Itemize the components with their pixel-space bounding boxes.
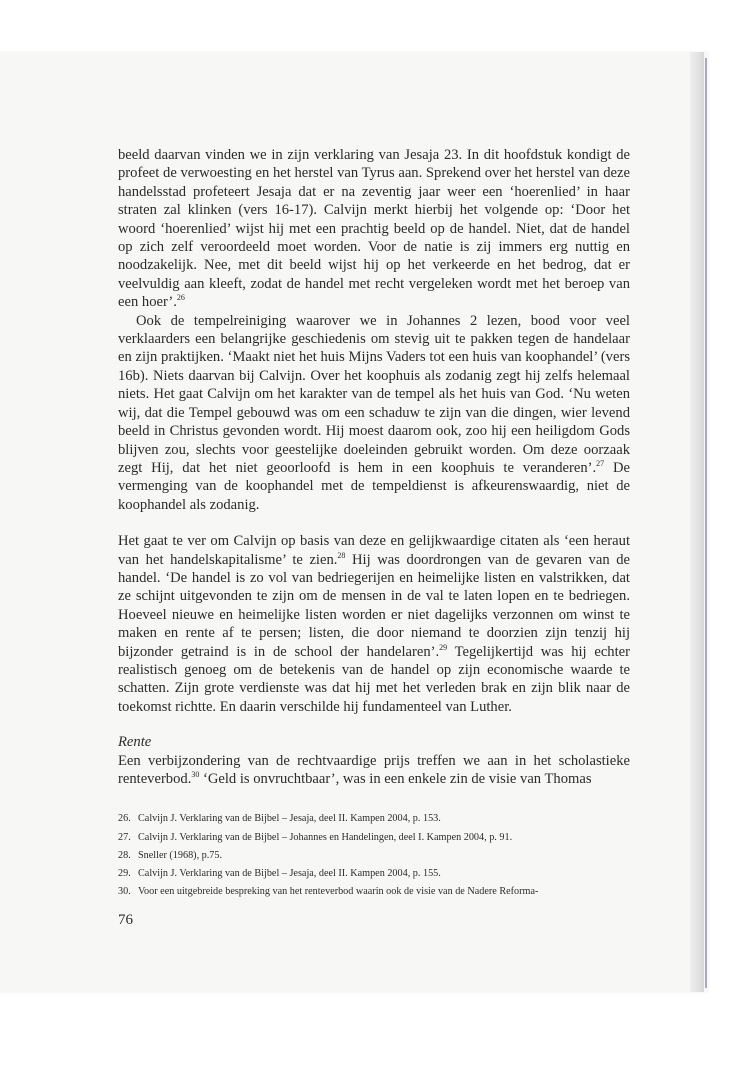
paragraph-text: Ook de tempelreiniging waarover we in Johannes 2 lezen, bood voor veel verklaarders een belangrijke geschiedenis om stevig uit te pakken tegen de handelaar en zijn praktijken. ‘Maakt niet het huis Mijns Vaders tot een huis van koophandel’ (vers 16b). Niets daarvan bij Calvijn. Over het koophuis als zodanig zegt hij zelfs helemaal niets. Het gaat Calvijn om het karakter van de tempel als het huis van God. ‘Nu weten wij, dat die Tempel gebouwd was om een schaduw te zijn van die dingen, wier levend beeld in Christus gevonden wordt. Hij moest daarom ook, zoo hij een heiligdom Gods blijven zou, slechts voor geestelijke doeleinden gebruikt worden. Om deze oorzaak zegt Hij, dat het niet geoorloofd is hem in een koophuis te veranderen’.: [118, 312, 630, 476]
footnote-text: Calvijn J. Verklaring van de Bijbel – Jesaja, deel II. Kampen 2004, p. 155.: [138, 868, 441, 880]
section-heading: Rente: [118, 734, 152, 751]
footnote-number: 29.: [118, 868, 131, 880]
footnote: [118, 810, 630, 828]
footnote: [118, 883, 630, 901]
paragraph-text: Tegelijkertijd was hij echter realistisch genoeg om de betekenis van de handel op zijn economische waarde te schatten. Zijn grote verdienste was dat hij met het verleden brak en zijn blik naar de toekomst richtte. En daarin verschilde hij fundamenteel van Luther.: [118, 643, 630, 715]
paragraph-text: Hij was doordrongen van de gevaren van de handel. ‘De handel is zo vol van bedriegerijen en heimelijke listen en valstrikken, dat ze schijnt uitgevonden te zijn om de mensen in de val te laten lopen en te bedriegen. Hoeveel nieuwe en heimelijke listen worden er niet dagelijks verzonnen om winst te maken en rente af te persen; listen, die door niemand te doorzien zijn tenzij hij bijzonder getraind is in de school der handelaren’.: [118, 551, 630, 660]
book-spine-line: [705, 58, 707, 988]
footnote-marker: 26: [176, 293, 185, 303]
paragraph-text: Het gaat te ver om Calvijn op basis van deze en gelijkwaardige citaten als ‘een heraut van het handelskapitalisme’ te zien.: [118, 533, 630, 568]
paragraph-4: [118, 752, 630, 789]
page-edge: [690, 52, 704, 992]
footnote-marker: 29: [439, 642, 448, 652]
paragraph-text: De vermenging van de koophandel met de tempeldienst is afkeurenswaardig, niet de koophandel als zodanig.: [118, 459, 631, 513]
footnote: [118, 847, 630, 865]
paragraph-text: Een verbijzondering van de rechtvaardige prijs treffen we aan in het scholastieke renteverbod.: [118, 752, 630, 787]
footnote-number: 30.: [118, 886, 131, 898]
paragraph-2: [118, 312, 630, 514]
paragraph-text: beeld daarvan vinden we in zijn verklaring van Jesaja 23. In dit hoofdstuk kondigt de profeet de verwoesting en het herstel van Tyrus aan. Sprekend over het herstel van deze handelsstad profeteert Jesaja dat er na zeventig jaar weer een ‘hoerenlied’ in haar straten zal klinken (vers 16-17). Calvijn merkt hierbij het volgende op: ‘Door het woord ‘hoerenlied’ wijst hij met een prachtig beeld op de handel. Niet, dat de handel op zich zelf veroordeeld moet worden. Voor de natie is zij immers erg nuttig en noodzakelijk. Nee, met dit beeld wijst hij op het verkeerde en het bedrog, dat er veelvuldig aan kleeft, zodat de handel met recht vergeleken wordt met het beroep van een hoer’.: [118, 147, 630, 311]
footnote-text: Voor een uitgebreide bespreking van het renteverbod waarin ook de visie van de Nadere Reforma-: [138, 886, 539, 898]
footnote-text: Calvijn J. Verklaring van de Bijbel – Johannes en Handelingen, deel I. Kampen 2004, p. 91.: [138, 831, 513, 843]
page-number: 76: [118, 912, 133, 928]
footnote: [118, 829, 630, 847]
paragraph-text: ‘Geld is onvruchtbaar’, was in een enkele zin de visie van Thomas: [199, 771, 592, 787]
footnote-marker: 30: [191, 770, 200, 779]
footnote-marker: 27: [596, 458, 605, 468]
footnote: [118, 865, 630, 883]
footnotes: [118, 810, 630, 901]
footnote-text: Sneller (1968), p.75.: [138, 849, 223, 861]
footnote-marker: 28: [337, 550, 346, 560]
footnote-text: Calvijn J. Verklaring van de Bijbel – Jesaja, deel II. Kampen 2004, p. 153.: [138, 813, 441, 825]
footnote-number: 26.: [118, 813, 131, 825]
footnote-number: 28.: [118, 849, 131, 861]
footnote-number: 27.: [118, 831, 131, 843]
page-content: [118, 146, 630, 901]
paragraph-3: [118, 532, 630, 716]
paragraph-1: [118, 146, 630, 312]
